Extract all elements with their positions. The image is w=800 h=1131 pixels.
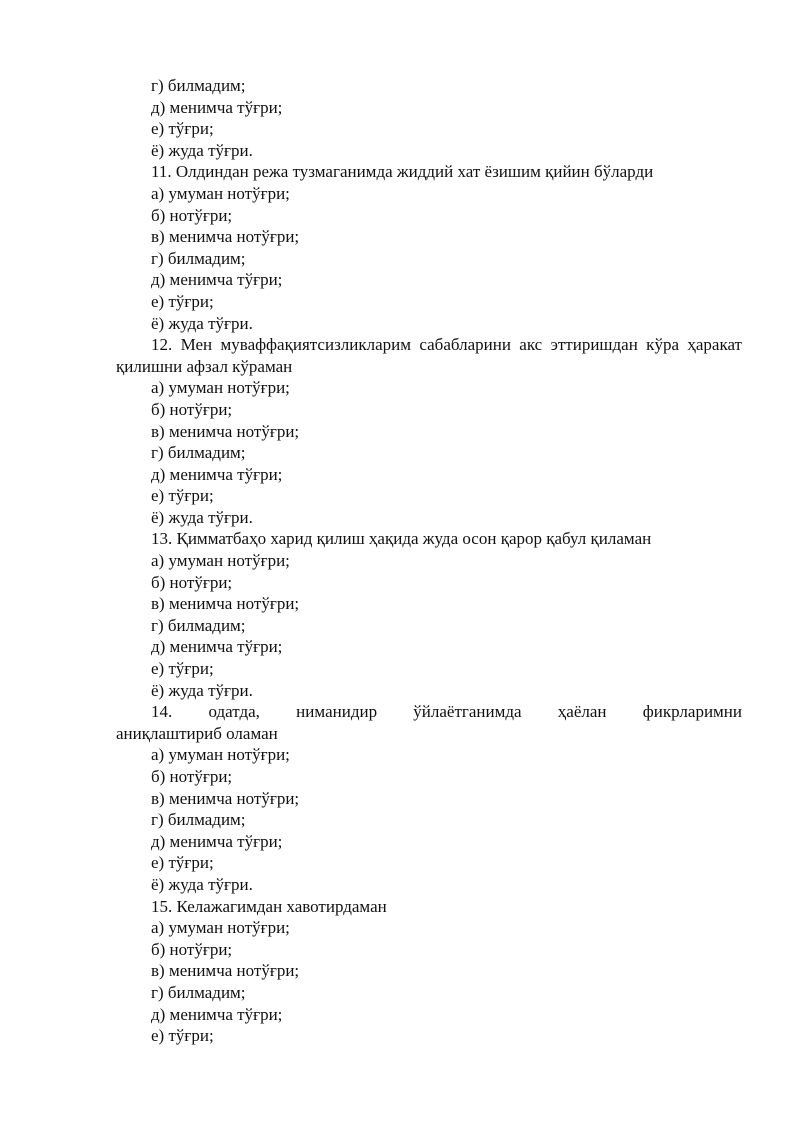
option-e: е) тўғри; [151, 291, 214, 311]
option-d: д) менимча тўғри; [151, 464, 283, 484]
question-text: 15. Келажагимдан хавотирдаман [151, 896, 387, 916]
option-d: д) менимча тўғри; [151, 97, 283, 117]
option-b: б) нотўғри; [151, 939, 233, 959]
option-e: е) тўғри; [151, 659, 214, 679]
option-g: г) билмадим; [151, 615, 246, 635]
option-b: б) нотўғри; [151, 572, 233, 592]
option-v: в) менимча нотўғри; [151, 421, 300, 441]
option-g: г) билмадим; [151, 248, 246, 268]
option-d: д) менимча тўғри; [151, 831, 283, 851]
option-yo: ё) жуда тўғри. [151, 140, 253, 160]
option-d: д) менимча тўғри; [151, 1004, 283, 1024]
question-10-options [116, 75, 742, 161]
question-text-line-1: 14. одатда, нимaнидир ўйлаётганимда ҳаёлан фикрларимни [151, 702, 742, 722]
question-15 [116, 896, 742, 1047]
option-yo: ё) жуда тўғри. [151, 313, 253, 333]
option-v: в) менимча нотўғри; [151, 227, 300, 247]
option-b: б) нотўғри; [151, 399, 233, 419]
option-g: г) билмадим; [151, 76, 246, 95]
option-e: е) тўғри; [151, 1026, 214, 1046]
option-v: в) менимча нотўғри; [151, 961, 300, 981]
option-e: е) тўғри; [151, 119, 214, 139]
question-text: 12. Мен муваффақиятсизликларим сабабларини акс эттиришдан кўра ҳаракат қилишни афзал кўраман [116, 335, 742, 376]
question-text: 13. Қимматбаҳо харид қилиш ҳақида жуда осон қарор қабул қиламан [151, 529, 652, 549]
option-yo: ё) жуда тўғри. [151, 680, 253, 700]
questionnaire-content [116, 75, 742, 1047]
question-text [116, 701, 742, 744]
option-b: б) нотўғри; [151, 205, 233, 225]
option-a: а) умуман нотўғри; [151, 918, 290, 938]
option-d: д) менимча тўғри; [151, 637, 283, 657]
option-yo: ё) жуда тўғри. [151, 874, 253, 894]
option-a: а) умуман нотўғри; [151, 378, 290, 398]
option-d: д) менимча тўғри; [151, 270, 283, 290]
question-13 [116, 528, 742, 701]
option-g: г) билмадим; [151, 810, 246, 830]
option-v: в) менимча нотўғри; [151, 594, 300, 614]
option-a: а) умуман нотўғри; [151, 745, 290, 765]
option-a: а) умуман нотўғри; [151, 551, 290, 571]
question-text-line-2: аниқлаштириб оламан [116, 723, 278, 743]
question-14 [116, 701, 742, 895]
option-b: б) нотўғри; [151, 767, 233, 786]
option-e: е) тўғри; [151, 486, 214, 506]
option-g: г) билмадим; [151, 982, 246, 1002]
option-e: е) тўғри; [151, 853, 214, 873]
option-v: в) менимча нотўғри; [151, 788, 300, 808]
option-g: г) билмадим; [151, 443, 246, 463]
question-12 [116, 334, 742, 528]
option-a: а) умуман нотўғри; [151, 183, 290, 203]
question-text: 11. Олдиндан режа тузмаганимда жиддий хат ёзишим қийин бўларди [151, 162, 654, 182]
option-yo: ё) жуда тўғри. [151, 507, 253, 527]
question-11 [116, 161, 742, 334]
